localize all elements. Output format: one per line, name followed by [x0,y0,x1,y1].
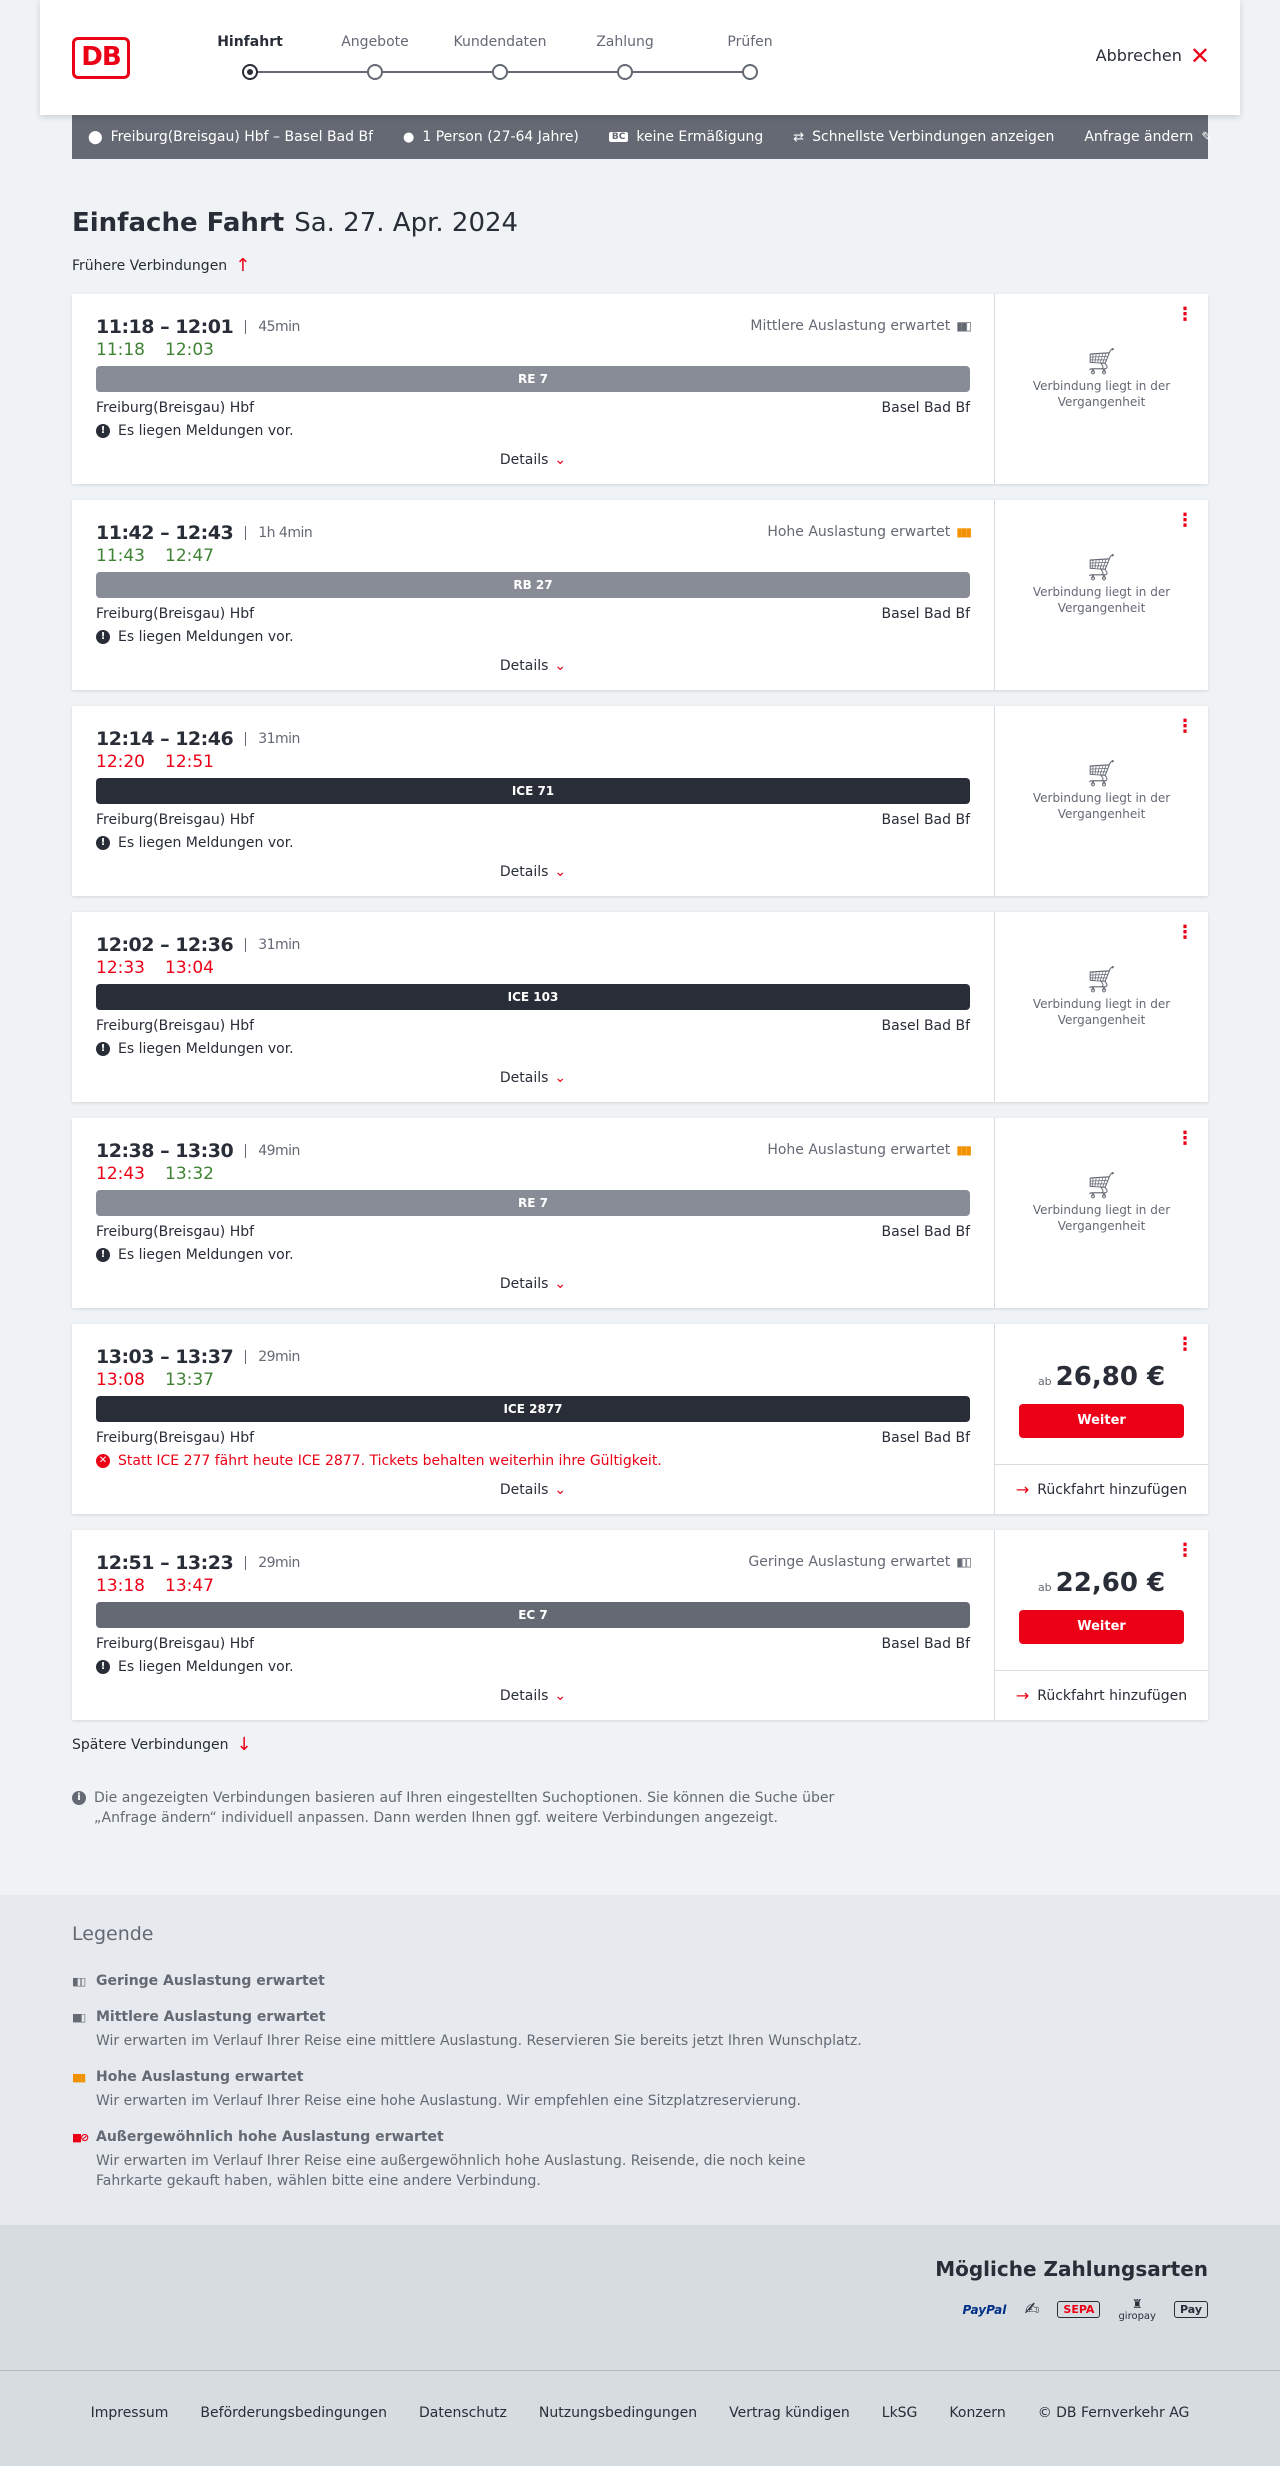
footer-link-vertrag-kuendigen[interactable]: Vertrag kündigen [729,2405,850,2421]
occupancy-high-icon: ▮▮▮ [956,1143,970,1157]
occupancy-medium-icon: ▮▮▯ [72,2010,85,2024]
connection-main[interactable] [72,1530,994,1720]
realtime-departure: 12:43 [96,1164,145,1184]
payment-title: Mögliche Zahlungsarten [935,2257,1208,2281]
alert-icon: ! [96,630,110,644]
destination-station: Basel Bad Bf [881,812,970,828]
past-notice [995,347,1208,410]
destination-station: Basel Bad Bf [881,1430,970,1446]
credit-card-icon: ✍ [1024,2299,1040,2320]
cart-icon: 🛒︎ [1084,759,1118,789]
origin-station: Freiburg(Breisgau) Hbf [96,812,255,828]
giropay-label: giropay [1118,2311,1156,2322]
occupancy-extreme-icon: ▮▮⊘ [72,2130,88,2144]
occupancy-low-icon: ▮▯▯ [956,1555,970,1569]
details-label: Details [499,864,549,880]
occupancy-medium-icon: ▮▮▯ [956,319,970,333]
arrow-right-icon: → [1015,1685,1030,1705]
footer-link-nutzungsbedingungen[interactable]: Nutzungsbedingungen [538,2405,698,2421]
past-text: Verbindung liegt in der Vergangenheit [1032,791,1171,821]
footer [0,2370,1280,2466]
connection-offer [994,1530,1208,1720]
summary-option [793,129,1054,145]
notice-text: Es liegen Meldungen vor. [118,1247,294,1263]
arrow-up-icon: ↑ [235,255,251,276]
price-value: 26,80 € [1055,1362,1166,1392]
past-notice [995,553,1208,616]
planned-times: 13:03 – 13:37 [96,1346,234,1368]
step-hinfahrt[interactable]: Hinfahrt [217,34,283,50]
realtime-arrival: 12:51 [165,752,214,772]
train-bar[interactable]: EC 7 [96,1602,970,1628]
step-angebote: Angebote [341,34,409,50]
summary-route [88,129,373,145]
origin-station: Freiburg(Breisgau) Hbf [96,606,255,622]
details-toggle[interactable] [72,864,994,880]
add-return-label: Rückfahrt hinzufügen [1037,1687,1188,1704]
train-bar[interactable]: RE 7 [96,366,970,392]
giropay-glyph: ♜ [1131,2297,1143,2311]
duration: 31min [245,732,300,746]
realtime-times [96,546,214,566]
step-pruefen: Prüfen [727,34,773,50]
price-prefix: ab [1037,1581,1052,1594]
giropay-icon [1118,2297,1156,2322]
planned-times: 12:51 – 13:23 [96,1552,234,1574]
paypal-icon: PayPal [962,2302,1007,2317]
notice [96,1659,294,1675]
footer-link-datenschutz[interactable]: Datenschutz [418,2405,507,2421]
details-toggle[interactable] [72,1070,994,1086]
details-label: Details [499,1276,549,1292]
more-options-icon[interactable]: ⋮ [1176,922,1194,943]
later-label: Spätere Verbindungen [72,1737,229,1753]
connection-times [96,1552,300,1574]
origin-station: Freiburg(Breisgau) Hbf [96,1430,255,1446]
connection-card [72,500,1208,690]
planned-times: 11:42 – 12:43 [96,522,234,544]
more-options-icon[interactable]: ⋮ [1176,510,1194,531]
chevron-down-icon: ⌄ [554,864,567,880]
legend-item-high [72,2069,872,2111]
notice [96,423,294,439]
person-icon: ● [403,129,415,145]
cancel-label: Abbrechen [1095,46,1182,65]
continue-button[interactable]: Weiter [1019,1610,1184,1644]
details-label: Details [499,452,549,468]
step-pruefen-dot [742,64,758,80]
realtime-times [96,1370,214,1390]
connection-card [72,706,1208,896]
connection-card [72,1324,1208,1514]
chevron-down-icon: ⌄ [554,1276,567,1292]
legend-item-medium [72,2009,872,2051]
trip-type: Einfache Fahrt [72,208,285,238]
notice [96,835,294,851]
realtime-arrival: 13:04 [165,958,214,978]
origin-station: Freiburg(Breisgau) Hbf [96,1224,255,1240]
more-options-icon[interactable]: ⋮ [1176,304,1194,325]
payment-section [0,2225,1280,2370]
duration: 29min [245,1556,300,1570]
legend-label: Hohe Auslastung erwartet [96,2069,304,2085]
chevron-down-icon: ⌄ [554,1070,567,1086]
summary-discount-text: keine Ermäßigung [636,129,764,145]
realtime-departure: 11:43 [96,546,145,566]
details-toggle[interactable] [72,1276,994,1292]
details-toggle[interactable] [72,1688,994,1704]
destination-station: Basel Bad Bf [881,1224,970,1240]
past-text: Verbindung liegt in der Vergangenheit [1032,379,1171,409]
duration: 45min [245,320,300,334]
price [995,1568,1208,1598]
realtime-times [96,958,214,978]
connection-times [96,728,300,750]
alert-icon: ! [96,836,110,850]
footer-link-lksg[interactable]: LkSG [881,2405,918,2421]
cart-icon: 🛒︎ [1084,553,1118,583]
legend-item-low [72,1973,872,1989]
footer-link-konzern[interactable]: Konzern [949,2405,1006,2421]
realtime-times [96,752,214,772]
connection-times [96,522,312,544]
notice [96,1041,294,1057]
error-icon: ✕ [96,1454,110,1468]
summary-travellers [403,129,579,145]
swap-icon: ⇄ [793,129,805,145]
occupancy-label: Hohe Auslastung erwartet [767,1142,951,1158]
notice-warning [96,1453,662,1469]
past-text: Verbindung liegt in der Vergangenheit [1032,1203,1171,1233]
more-options-icon[interactable]: ⋮ [1176,716,1194,737]
planned-times: 12:38 – 13:30 [96,1140,234,1162]
add-return-button[interactable] [995,1670,1208,1720]
duration: 49min [245,1144,300,1158]
train-bar[interactable]: RE 7 [96,1190,970,1216]
realtime-arrival: 13:37 [165,1370,214,1390]
footer-links [0,2405,1280,2421]
past-notice [995,1171,1208,1234]
past-text: Verbindung liegt in der Vergangenheit [1032,997,1171,1027]
page-title [72,208,518,238]
details-label: Details [499,658,549,674]
origin-station: Freiburg(Breisgau) Hbf [96,400,255,416]
duration: 31min [245,938,300,952]
connection-card [72,1530,1208,1720]
apple-pay-icon [1174,2301,1208,2318]
notice-text: Es liegen Meldungen vor. [118,1659,294,1675]
summary-route-text: Freiburg(Breisgau) Hbf – Basel Bad Bf [110,129,373,145]
occupancy-high-icon: ▮▮▮ [72,2070,85,2084]
price [995,1362,1208,1392]
occupancy-info [767,524,970,540]
booking-header [40,0,1240,115]
realtime-departure: 13:08 [96,1370,145,1390]
notice-text: Es liegen Meldungen vor. [118,1041,294,1057]
notice-text: Statt ICE 277 fährt heute ICE 2877. Tickets behalten weiterhin ihre Gültigkeit. [118,1453,662,1469]
continue-button[interactable]: Weiter [1019,1404,1184,1438]
legend-text: Wir erwarten im Verlauf Ihrer Reise eine außergewöhnlich hohe Auslastung. Reisende, die noch keine Fahrkarte gekauft haben, wählen bitte eine andere Verbindung. [96,2153,806,2189]
connection-main[interactable] [72,500,994,690]
occupancy-info [750,318,970,334]
duration: 29min [245,1350,300,1364]
cart-icon: 🛒︎ [1084,1171,1118,1201]
info-icon: i [72,1791,86,1805]
train-bar[interactable]: ICE 103 [96,984,970,1010]
change-request-label: Anfrage ändern [1084,129,1194,145]
occupancy-label: Geringe Auslastung erwartet [748,1554,951,1570]
connection-card [72,912,1208,1102]
notice-text: Es liegen Meldungen vor. [118,629,294,645]
applepay-label: Pay [1179,2303,1202,2316]
arrow-down-icon: ↓ [236,1734,252,1755]
alert-icon: ! [96,1660,110,1674]
cancel-button[interactable] [1095,41,1210,70]
notice [96,1247,294,1263]
travel-date: Sa. 27. Apr. 2024 [294,208,519,238]
alert-icon: ! [96,424,110,438]
realtime-departure: 12:33 [96,958,145,978]
connection-card [72,1118,1208,1308]
pencil-icon: ✎ [1201,129,1213,145]
occupancy-info [767,1142,970,1158]
notice-text: Es liegen Meldungen vor. [118,835,294,851]
arrow-right-icon: → [1015,1479,1030,1499]
step-kundendaten: Kundendaten [453,34,547,50]
realtime-times [96,1164,214,1184]
earlier-label: Frühere Verbindungen [72,258,228,274]
cart-icon: 🛒︎ [1084,347,1118,377]
step-kundendaten-dot [492,64,508,80]
occupancy-info [748,1554,970,1570]
step-zahlung-dot [617,64,633,80]
legend-title: Legende [72,1923,154,1945]
legend-section [0,1895,1280,2225]
more-options-icon[interactable]: ⋮ [1176,1540,1194,1561]
details-toggle[interactable] [72,1482,994,1498]
occupancy-label: Hohe Auslastung erwartet [767,524,951,540]
train-bar[interactable]: ICE 2877 [96,1396,970,1422]
legend-text: Wir erwarten im Verlauf Ihrer Reise eine hohe Auslastung. Wir empfehlen eine Sitzplatzreservierung. [96,2093,801,2109]
legend-label: Außergewöhnlich hohe Auslastung erwartet [96,2129,444,2145]
connection-card [72,294,1208,484]
summary-discount [609,129,763,145]
legend-label: Mittlere Auslastung erwartet [96,2009,326,2025]
summary-travellers-text: 1 Person (27-64 Jahre) [422,129,579,145]
destination-station: Basel Bad Bf [881,1018,970,1034]
connection-main[interactable] [72,1118,994,1308]
connection-times [96,1140,300,1162]
price-prefix: ab [1037,1375,1052,1388]
realtime-times [96,1576,214,1596]
bahncard-icon: BC [609,132,628,142]
payment-methods [963,2297,1209,2322]
train-bar[interactable]: RB 27 [96,572,970,598]
footer-copyright: © DB Fernverkehr AG [1037,2405,1190,2421]
legend-label: Geringe Auslastung erwartet [96,1973,325,1989]
db-logo[interactable]: DB [72,37,130,79]
change-request-button[interactable] [1084,129,1212,145]
notice [96,629,294,645]
chevron-down-icon: ⌄ [554,658,567,674]
connection-main[interactable] [72,1324,994,1514]
origin-station: Freiburg(Breisgau) Hbf [96,1636,255,1652]
step-angebote-dot [367,64,383,80]
connection-offer [994,706,1208,896]
close-icon: ✕ [1189,41,1210,70]
alert-icon: ! [96,1042,110,1056]
connection-offer [994,1324,1208,1514]
price-value: 22,60 € [1055,1568,1166,1598]
past-text: Verbindung liegt in der Vergangenheit [1032,585,1171,615]
realtime-arrival: 13:32 [165,1164,214,1184]
planned-times: 12:02 – 12:36 [96,934,234,956]
more-options-icon[interactable]: ⋮ [1176,1128,1194,1149]
cart-icon: 🛒︎ [1084,965,1118,995]
origin-station: Freiburg(Breisgau) Hbf [96,1018,255,1034]
connection-main[interactable] [72,912,994,1102]
occupancy-high-icon: ▮▮▮ [956,525,970,539]
more-options-icon[interactable]: ⋮ [1176,1334,1194,1355]
duration: 1h 4min [245,526,312,540]
occupancy-low-icon: ▮▯▯ [72,1974,85,1988]
details-label: Details [499,1688,549,1704]
location-pin-icon: ⬤ [88,129,103,145]
planned-times: 11:18 – 12:01 [96,316,234,338]
connection-offer [994,1118,1208,1308]
step-hinfahrt-dot [242,64,258,80]
footer-link-befoerderungsbedingungen[interactable]: Beförderungsbedingungen [200,2405,387,2421]
chevron-down-icon: ⌄ [554,452,567,468]
details-label: Details [499,1482,549,1498]
progress-stepper [210,34,790,84]
past-notice [995,759,1208,822]
search-info-note [72,1788,852,1828]
step-zahlung: Zahlung [596,34,654,50]
legend-text: Wir erwarten im Verlauf Ihrer Reise eine mittlere Auslastung. Reservieren Sie bereits jetzt Ihren Wunschplatz. [96,2033,862,2049]
connection-main[interactable] [72,294,994,484]
later-connections-button[interactable] [72,1734,252,1755]
destination-station: Basel Bad Bf [881,400,970,416]
info-text: Die angezeigten Verbindungen basieren auf Ihren eingestellten Suchoptionen. Sie können die Suche über „Anfrage ändern“ individuell anpassen. Dann werden Ihnen ggf. weitere Verbindungen angezeigt. [94,1790,835,1826]
realtime-arrival: 12:47 [165,546,214,566]
train-bar[interactable]: ICE 71 [96,778,970,804]
connection-times [96,934,300,956]
connection-offer [994,500,1208,690]
sepa-icon: SEPA [1057,2301,1100,2318]
connection-main[interactable] [72,706,994,896]
legend-item-extreme [72,2129,872,2191]
connection-offer [994,912,1208,1102]
realtime-departure: 12:20 [96,752,145,772]
realtime-times [96,340,214,360]
chevron-down-icon: ⌄ [554,1688,567,1704]
summary-option-text: Schnellste Verbindungen anzeigen [812,129,1055,145]
chevron-down-icon: ⌄ [554,1482,567,1498]
alert-icon: ! [96,1248,110,1262]
connection-times [96,1346,300,1368]
connection-offer [994,294,1208,484]
add-return-button[interactable] [995,1464,1208,1514]
details-label: Details [499,1070,549,1086]
planned-times: 12:14 – 12:46 [96,728,234,750]
earlier-connections-button[interactable] [72,255,251,276]
realtime-departure: 11:18 [96,340,145,360]
details-toggle[interactable] [72,452,994,468]
add-return-label: Rückfahrt hinzufügen [1037,1481,1188,1498]
past-notice [995,965,1208,1028]
destination-station: Basel Bad Bf [881,606,970,622]
footer-link-impressum[interactable]: Impressum [90,2405,169,2421]
details-toggle[interactable] [72,658,994,674]
realtime-departure: 13:18 [96,1576,145,1596]
realtime-arrival: 12:03 [165,340,214,360]
occupancy-label: Mittlere Auslastung erwartet [750,318,951,334]
notice-text: Es liegen Meldungen vor. [118,423,294,439]
search-summary-bar [72,115,1213,159]
connection-times [96,316,300,338]
destination-station: Basel Bad Bf [881,1636,970,1652]
realtime-arrival: 13:47 [165,1576,214,1596]
